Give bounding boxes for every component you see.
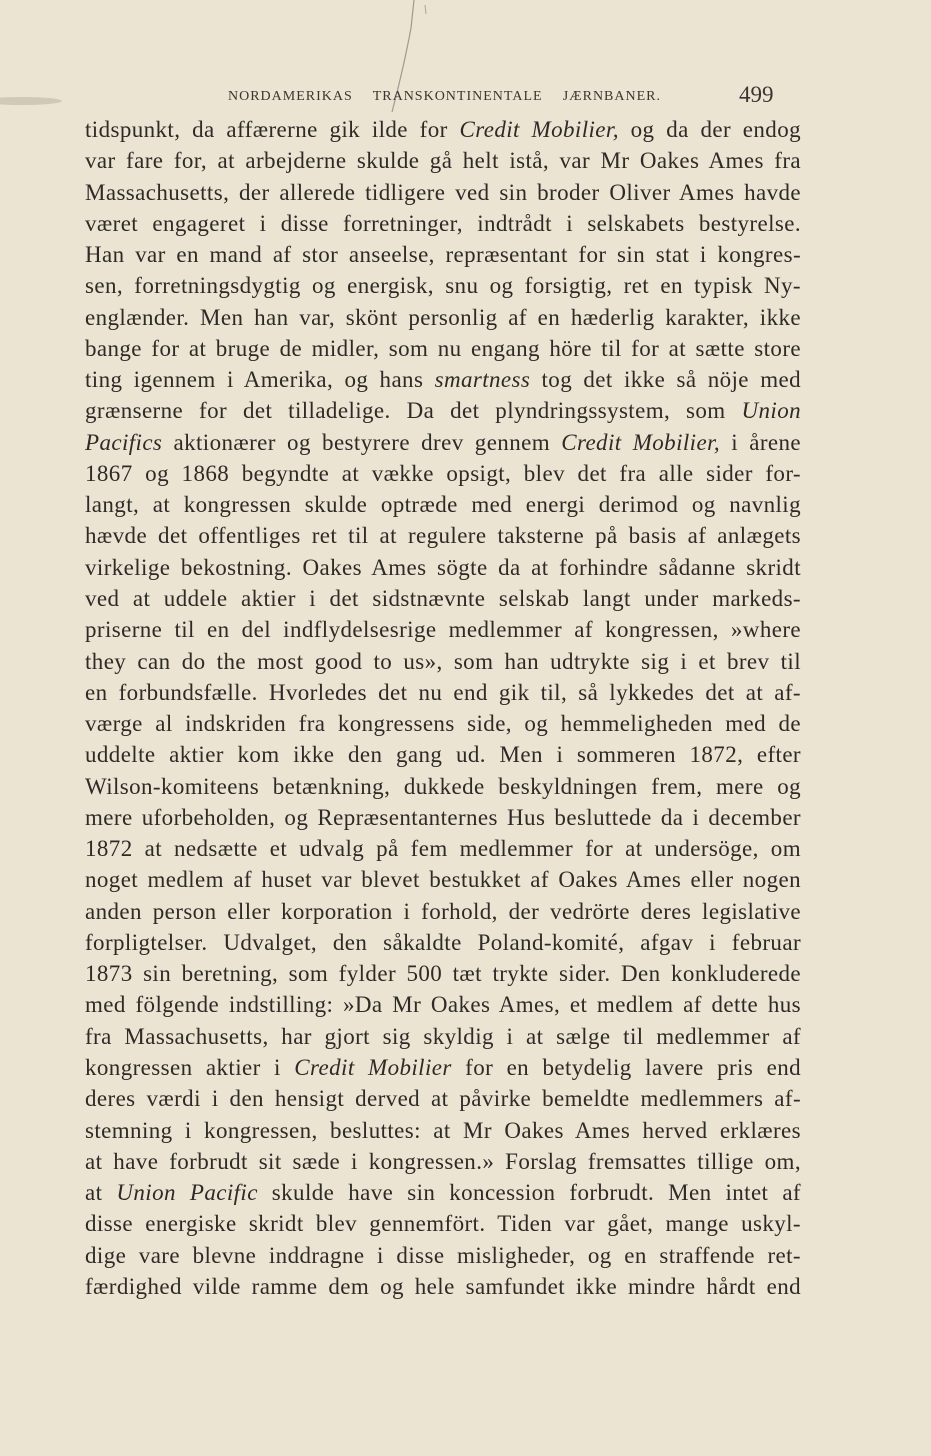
text-line — [85, 896, 801, 927]
text-segment: noget medlem af huset var blevet bestukket af Oakes Ames eller nogen — [85, 867, 801, 893]
text-line — [85, 520, 801, 551]
text-segment: og da der endog — [618, 117, 801, 142]
text-segment: Wilson-komiteens betænkning, dukkede beskyldningen frem, mere og — [85, 773, 801, 799]
text-segment: Han var en mand af stor anseelse, repræsentant for sin stat i kongres- — [85, 242, 801, 268]
text-segment: at — [85, 1180, 117, 1206]
text-segment: med fölgende indstilling: »Da Mr Oakes Ames, et medlem af dette hus — [85, 992, 801, 1018]
text-segment: 1872 at nedsætte et udvalg på fem medlemmer for at undersöge, om — [85, 836, 801, 862]
text-segment: bange for at bruge de midler, som nu engang höre til for at sætte store — [85, 335, 801, 361]
text-segment: Massachusetts, der allerede tidligere ved sin broder Oliver Ames havde — [85, 179, 801, 205]
text-line — [85, 1083, 801, 1114]
text-segment: disse energiske skridt blev gennemfört. Tiden var gået, mange uskyl- — [85, 1211, 801, 1237]
text-segment: deres værdi i den hensigt derved at påvirke bemeldte medlemmers af- — [85, 1086, 801, 1112]
text-segment: været engageret i disse forretninger, indtrådt i selskabets bestyrelse. — [85, 210, 801, 236]
text-segment: dige vare blevne inddragne i disse misligheder, og en straffende ret- — [85, 1242, 801, 1268]
text-segment: tog det ikke så nöje med — [530, 367, 801, 393]
text-line — [85, 177, 801, 208]
text-line — [85, 1021, 801, 1052]
italic-term: smartness — [434, 367, 531, 393]
text-segment: tidspunkt, da affærerne gik ilde for — [85, 117, 460, 142]
text-segment: ting igennem i Amerika, og hans — [85, 367, 435, 393]
text-segment: stemning i kongressen, besluttes: at Mr Oakes Ames herved erklæres — [85, 1117, 801, 1143]
text-line — [85, 270, 801, 301]
text-line — [85, 802, 801, 833]
italic-term: Union — [741, 398, 801, 424]
text-segment: langt, at kongressen skulde optræde med energi derimod og navnlig — [85, 492, 801, 518]
text-segment: hævde det offentliges ret til at regulere taksterne på basis af anlægets — [85, 523, 801, 549]
text-segment: priserne til en del indflydelsesrige medlemmer af kongressen, »where — [85, 617, 801, 643]
text-line — [85, 677, 801, 708]
text-line — [85, 1271, 801, 1302]
text-line — [85, 239, 801, 270]
text-line — [85, 1052, 801, 1083]
italic-term: Credit Mobilier, — [459, 117, 619, 142]
text-line — [85, 927, 801, 958]
text-segment: aktionærer og bestyrere drev gennem — [162, 429, 562, 455]
page-number: 499 — [739, 82, 774, 107]
text-line — [85, 583, 801, 614]
text-line — [85, 427, 801, 458]
text-segment: grænserne for det tilladelige. Da det plyndringssystem, som — [85, 398, 742, 424]
text-segment: en forbundsfælle. Hvorledes det nu end gik til, så lykkedes det at af- — [85, 679, 801, 705]
text-line — [85, 864, 801, 895]
text-line — [85, 145, 801, 176]
italic-term: Credit Mobilier, — [561, 429, 721, 455]
text-line — [85, 395, 801, 426]
text-line — [85, 1146, 801, 1177]
text-line — [85, 958, 801, 989]
text-line — [85, 333, 801, 364]
text-segment: værge al indskriden fra kongressens side, og hemmeligheden med de — [85, 711, 801, 737]
text-segment: sen, forretningsdygtig og energisk, snu og forsigtig, ret en typisk Ny- — [85, 273, 801, 299]
text-line — [85, 302, 801, 333]
text-segment: var fare for, at arbejderne skulde gå helt istå, var Mr Oakes Ames fra — [85, 148, 801, 174]
text-segment: forpligtelser. Udvalget, den såkaldte Poland-komité, afgav i februar — [85, 929, 801, 955]
text-segment: they can do the most good to us», som han udtrykte sig i et brev til — [85, 648, 801, 674]
text-segment: fra Massachusetts, har gjort sig skyldig i at sælge til medlemmer af — [85, 1023, 801, 1049]
text-line — [85, 552, 801, 583]
text-segment: virkelige bekostning. Oakes Ames sögte da at forhindre sådanne skridt — [85, 554, 801, 580]
text-line — [85, 1177, 801, 1208]
pencil-tick-mark — [425, 5, 426, 14]
running-title: NORDAMERIKAS TRANSKONTINENTALE JÆRNBANER. — [228, 89, 661, 104]
text-line — [85, 114, 801, 145]
text-segment: mere uforbeholden, og Repræsentanternes Hus besluttede da i december — [85, 804, 801, 830]
text-segment: englænder. Men han var, skönt personlig af en hæderlig karakter, ikke — [85, 304, 801, 330]
text-line — [85, 364, 801, 395]
text-line — [85, 614, 801, 645]
text-line — [85, 646, 801, 677]
text-line — [85, 708, 801, 739]
italic-term: Credit Mobilier — [294, 1054, 452, 1080]
text-line — [85, 489, 801, 520]
text-segment: færdighed vilde ramme dem og hele samfundet ikke mindre hårdt end — [85, 1273, 801, 1299]
body-text — [85, 114, 801, 1302]
text-segment: uddelte aktier kom ikke den gang ud. Men i sommeren 1872, efter — [85, 742, 801, 768]
italic-term: Pacifics — [85, 429, 163, 455]
text-line — [85, 739, 801, 770]
text-line — [85, 1115, 801, 1146]
text-line — [85, 458, 801, 489]
italic-term: Union Pacific — [116, 1180, 258, 1206]
text-segment: kongressen aktier i — [85, 1054, 295, 1080]
text-line — [85, 771, 801, 802]
edge-smudge-mark — [0, 97, 62, 105]
text-line — [85, 989, 801, 1020]
text-segment: i årene — [720, 429, 801, 455]
text-segment: 1867 og 1868 begyndte at vække opsigt, blev det fra alle sider for- — [85, 460, 801, 486]
text-segment: anden person eller korporation i forhold, der vedrörte deres legislative — [85, 898, 801, 924]
text-segment: for en betydelig lavere pris end — [451, 1054, 801, 1080]
text-line — [85, 208, 801, 239]
text-line — [85, 1240, 801, 1271]
text-segment: 1873 sin beretning, som fylder 500 tæt trykte sider. Den konkluderede — [85, 961, 801, 987]
text-segment: ved at uddele aktier i det sidstnævnte selskab langt under markeds- — [85, 585, 801, 611]
text-line — [85, 1208, 801, 1239]
text-segment: at have forbrudt sit sæde i kongressen.» Forslag fremsattes tillige om, — [85, 1148, 801, 1174]
text-line — [85, 833, 801, 864]
text-segment: skulde have sin koncession forbrudt. Men intet af — [257, 1180, 801, 1206]
